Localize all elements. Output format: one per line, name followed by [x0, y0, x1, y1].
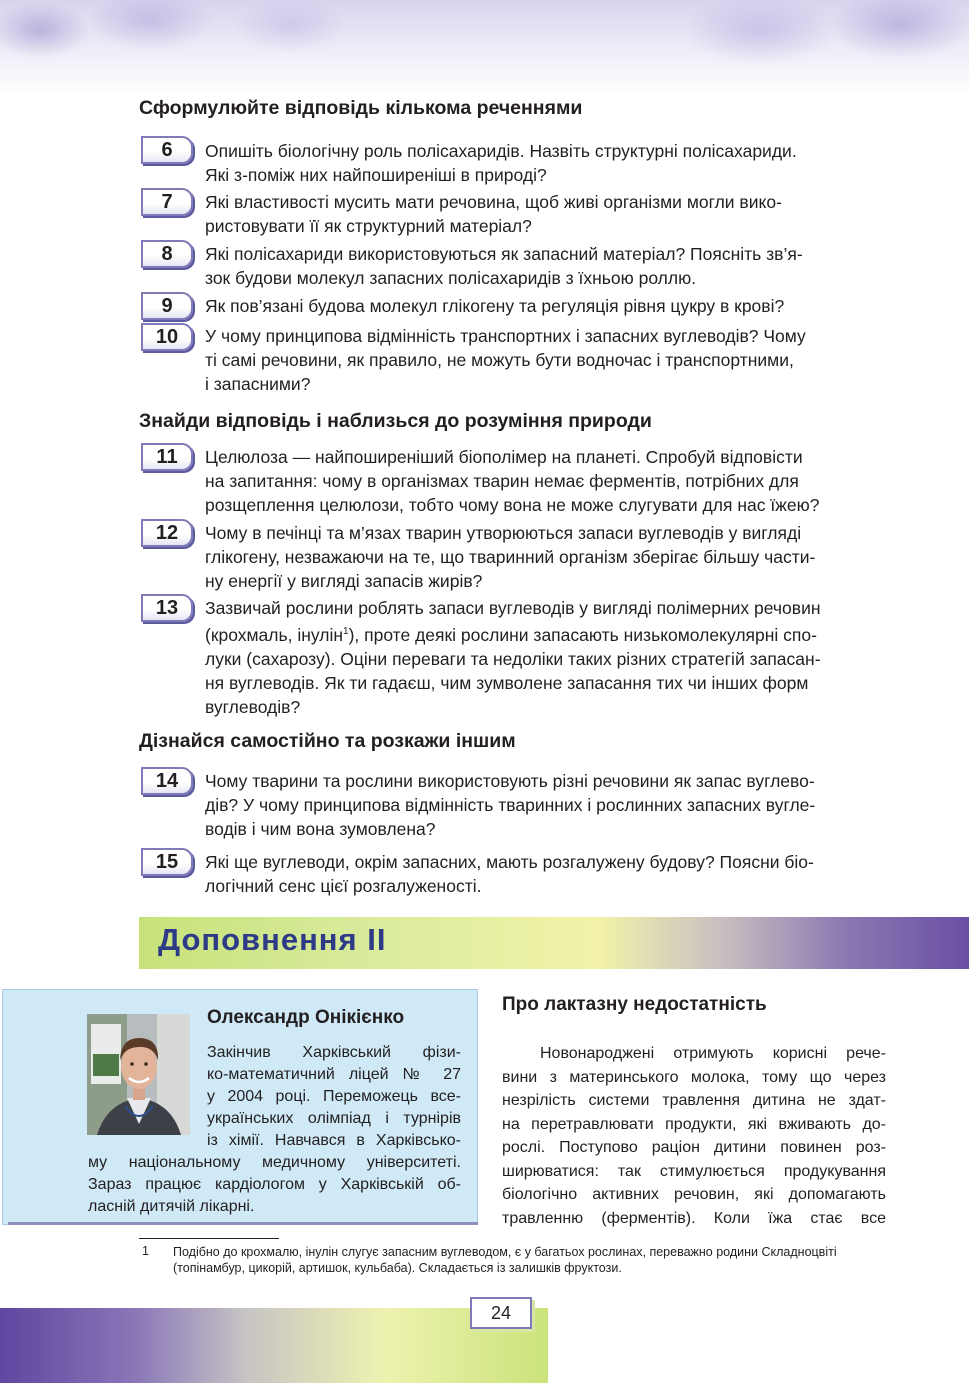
question-line-part: ), проте деякі рослини запасають низькомолекулярні спо-	[348, 624, 817, 645]
question-7	[205, 190, 885, 238]
bio-line: Зараз працює кардіологом у Харківській об-	[88, 1176, 461, 1193]
question-number-7: 7	[141, 188, 193, 216]
question-number-8: 8	[141, 240, 193, 268]
question-line: глікогену, незважаючи на те, що тваринний організм зберігає більшу части-	[205, 547, 816, 567]
footnote-marker: 1	[343, 626, 349, 637]
bio-name: Олександр Онікієнко	[207, 1007, 405, 1028]
question-line: зок будови молекул запасних полісахаридів з їхньою роллю.	[205, 268, 697, 288]
question-line: вуглеводів?	[205, 696, 301, 717]
portrait-image	[87, 1014, 190, 1135]
question-number-10: 10	[141, 323, 193, 351]
footnote-rule	[139, 1238, 279, 1239]
question-14	[205, 769, 885, 841]
question-line	[205, 620, 885, 647]
question-line: Целюлоза — найпоширеніший біополімер на планеті. Спробуй відповісти	[205, 447, 803, 467]
question-15	[205, 850, 885, 898]
bio-line: із хімії. Навчався в Харківсько-	[207, 1132, 461, 1149]
question-line: Чому в печінці та м’язах тварин утворюються запаси вуглеводів у вигляді	[205, 523, 802, 543]
question-9	[205, 294, 885, 318]
question-line: луки (сахарозу). Оціни переваги та недоліки таких різних стратегій запасан-	[205, 648, 821, 669]
question-line: розщеплення целюлози, тобто чому вона не може слугувати для нас їжею?	[205, 495, 820, 515]
question-line: і запасними?	[205, 374, 311, 394]
bio-line: Закінчив Харківський фізи-	[207, 1044, 461, 1061]
page-number: 24	[470, 1297, 532, 1329]
question-line: логічний сенс цієї розгалуженості.	[205, 876, 482, 896]
article-line: вини з материнського молока, тому що через	[502, 1069, 886, 1086]
bio-line: українських олімпіад і турнірів	[207, 1110, 461, 1127]
question-line: Які ще вуглеводи, окрім запасних, мають розгалужену будову? Поясни біо-	[205, 852, 814, 872]
question-line: Які з-поміж них найпоширеніші в природі?	[205, 165, 547, 185]
bio-line: ко-математичний ліцей № 27	[207, 1066, 461, 1083]
question-line: дів? У чому принципова відмінність тваринних і рослинних запасних вугле-	[205, 795, 816, 815]
question-line: Опишіть біологічну роль полісахаридів. Назвіть структурні полісахариди.	[205, 141, 797, 161]
question-6	[205, 139, 885, 187]
question-line: Які властивості мусить мати речовина, щоб живі організми могли вико-	[205, 192, 782, 212]
question-line-part: (крохмаль, інулін	[205, 624, 344, 645]
article-line: травленню (ферментів). Коли їжа стає все	[502, 1210, 886, 1227]
bottom-decoration-bar	[0, 1308, 548, 1383]
question-12	[205, 521, 885, 593]
bio-line: ласній дитячій лікарні.	[88, 1198, 255, 1215]
question-line: ристовувати її як структурний матеріал?	[205, 216, 532, 236]
article-line: біологічно активних речовин, які допомагають	[502, 1186, 886, 1203]
question-line: ті самі речовини, як правило, не можуть бути водночас і транспортними,	[205, 350, 794, 370]
article-line: рослі. Поступово раціон дитини повинен роз-	[502, 1139, 886, 1156]
article-line: незрілість системи травлення дитина не здат-	[502, 1092, 886, 1109]
article-line: ширюватися: так стимулюється продукування	[502, 1163, 886, 1180]
top-banner-decoration	[0, 0, 969, 95]
question-line: Які полісахариди використовуються як запасний матеріал? Поясніть зв’я-	[205, 244, 803, 264]
bio-line: у 2004 році. Переможець все-	[207, 1088, 461, 1105]
article-title: Про лактазну недостатність	[502, 994, 767, 1015]
question-number-14: 14	[141, 767, 193, 795]
question-line: Чому тварини та рослини використовують різні речовини як запас вуглево-	[205, 771, 815, 791]
question-13	[205, 596, 885, 719]
supplement-title: Доповнення II	[158, 922, 387, 957]
bio-line: му національному медичному університеті.	[88, 1154, 461, 1171]
footnote-number: 1	[142, 1244, 149, 1258]
question-number-11: 11	[141, 443, 193, 471]
question-11	[205, 445, 885, 517]
bio-box-shadow	[8, 1222, 478, 1225]
question-number-13: 13	[141, 594, 193, 622]
article-line: на перетравлювати продукти, які вживають до-	[502, 1116, 886, 1133]
question-10	[205, 324, 885, 396]
question-line: ну енергії у вигляді запасів жирів?	[205, 571, 483, 591]
section-title-find-answer: Знайди відповідь і наблизься до розуміння природи	[139, 410, 652, 432]
section-title-formulate: Сформулюйте відповідь кількома реченнями	[139, 97, 583, 119]
question-line: Зазвичай рослини роблять запаси вуглеводів у вигляді полімерних речовин	[205, 598, 821, 618]
question-line: ня вуглеводів. Як ти гадаєш, чим зумволене запасання тих чи інших форм	[205, 672, 809, 693]
portrait-photo	[87, 1014, 190, 1135]
question-number-9: 9	[141, 292, 193, 320]
question-number-15: 15	[141, 848, 193, 876]
question-line: на запитання: чому в організмах тварин немає ферментів, потрібних для	[205, 471, 799, 491]
question-line: У чому принципова відмінність транспортних і запасних вуглеводів? Чому	[205, 326, 806, 346]
footnote-text: Подібно до крохмалю, інулін слугує запасним вуглеводом, є у багатьох рослинах, переважно родини Складноцвіті (топінамбур, цикорій, артишок, кульбаба). Складається із залишків фруктози.	[173, 1245, 837, 1275]
question-line: Як пов’язані будова молекул глікогену та регуляція рівня цукру в крові?	[205, 296, 785, 316]
question-number-12: 12	[141, 519, 193, 547]
section-title-learn-yourself: Дізнайся самостійно та розкажи іншим	[139, 730, 516, 752]
article-line: Новонароджені отримують корисні рече-	[540, 1045, 886, 1062]
question-8	[205, 242, 885, 290]
question-number-6: 6	[141, 136, 193, 164]
question-line: водів і чим вона зумовлена?	[205, 819, 436, 839]
